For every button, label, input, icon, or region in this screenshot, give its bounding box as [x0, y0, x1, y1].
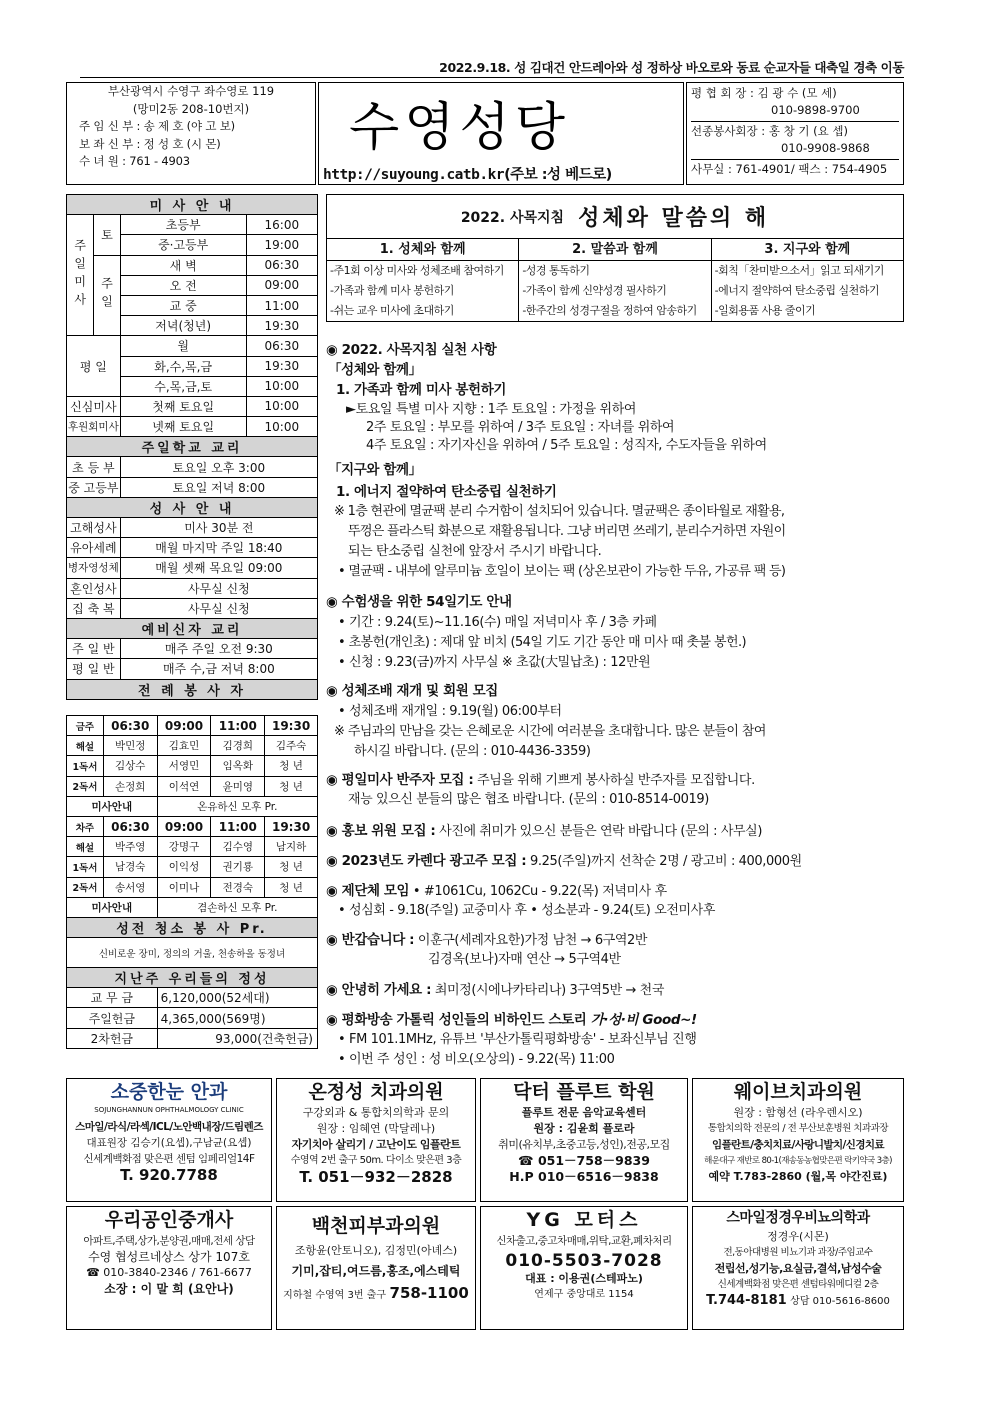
catechumen-title: 예비신자 교리: [67, 618, 318, 638]
social-phone: 010-9908-9868: [781, 141, 870, 155]
ad-line: 지하철 수영역 3번 출구: [283, 1290, 387, 1301]
ad-dental-2: [692, 1078, 904, 1202]
guide-label: 미사안내: [67, 897, 158, 917]
ad-eye-clinic: [66, 1078, 272, 1202]
address-line: 부산광역시 수영구 좌수영로 119: [107, 84, 275, 98]
pillar-item: -가족이 함께 신약성경 필사하기: [522, 284, 667, 297]
server-time: 11:00: [211, 816, 265, 836]
notice-line: ※ 주님과의 만남을 갖는 은혜로운 시간에 여러분을 초대합니다. 많은 분들이 참여: [334, 724, 766, 739]
notice-title: ◉ 평화방송 가톨릭 성인들의 비하인드 스토리: [326, 1012, 587, 1028]
notice-line: ※ 1층 현관에 멸균팩 분리 수거함이 설치되어 있습니다. 멸균팩은 종이타월로 재활용,: [334, 504, 785, 519]
ad-title: 우리공인중개사: [104, 1209, 234, 1231]
notice-line: • 성심회 - 9.18(주일) 교중미사 후 • 성소분과 - 9.24(토) 오전미사후: [338, 903, 715, 918]
mass-time: 11:00: [246, 295, 317, 315]
school-group: 초 등 부: [67, 457, 121, 477]
notice-title: ◉ 안녕히 가세요 :: [326, 982, 432, 998]
mass-time: 19:00: [246, 235, 317, 255]
mass-title: 미 사 안 내: [67, 195, 318, 215]
server-name: 남경숙: [103, 857, 157, 877]
server-name: 김주숙: [265, 736, 318, 756]
convent-phone: 수 녀 원 : 761 - 4903: [79, 154, 190, 168]
notice-line: • 멸균팩 - 내부에 알루미늄 호일이 보이는 팩 (상온보관이 가능한 두유, 가공류 팩 등): [338, 564, 786, 579]
ads-section: [66, 1072, 904, 1372]
notice-line: • FM 101.1MHz, 유튜브 '부산가톨릭평화방송' - 보좌신부님 진행: [338, 1032, 697, 1047]
ad-motors: [480, 1206, 688, 1330]
ad-urology: [692, 1206, 904, 1330]
server-name: 윤미영: [211, 776, 265, 796]
saturday-label: 토: [94, 215, 120, 255]
mass-day: 화,수,목,금: [120, 356, 246, 376]
notice-text: 최미정(시에나카타리나) 3구역5반 → 천국: [431, 983, 665, 998]
notice-text: 9.25(주일)까지 선착순 2명 / 광고비 : 400,000원: [526, 854, 802, 869]
council-phone: 010-9898-9700: [771, 103, 860, 117]
ad-phone: 010-5503-7028: [505, 1251, 663, 1271]
pillar-title: 3. 지구와 함께: [712, 239, 903, 261]
left-info-table: [66, 194, 318, 700]
ad-line: 대표 : 이용권(스테파노): [525, 1272, 643, 1285]
mass-time: 10:00: [246, 417, 317, 437]
website-url[interactable]: http://suyoung.catb.kr(주보 :성 베드로): [323, 167, 612, 183]
ad-flute-academy: [480, 1078, 688, 1202]
header-logo-box: [318, 82, 684, 185]
mass-day: 월: [120, 336, 246, 356]
ad-title: 소중한눈 안과: [110, 1081, 228, 1103]
notices: [326, 336, 904, 1072]
server-name: 박민정: [103, 736, 157, 756]
offering-type: 주일헌금: [67, 1008, 158, 1028]
ad-phone: ☎ 010-3840-2346 / 761-6677: [86, 1266, 252, 1279]
sunday-mass-label: 주일미사: [67, 215, 94, 336]
sacrament-time: 매월 셋째 목요일 09:00: [120, 558, 317, 578]
ad-line: 신차출고,중고차매매,위탁,교환,폐차처리: [496, 1235, 672, 1247]
special-mass: 신심미사: [67, 396, 121, 416]
mass-time: 09:00: [246, 275, 317, 295]
ad-phone: T. 051－932－2828: [299, 1168, 453, 1186]
notice-row: [326, 849, 802, 869]
pillar-item: -쉬는 교우 미사에 초대하기: [330, 304, 454, 317]
server-name: 손정희: [103, 776, 157, 796]
notice-title: ◉ 성체조배 재개 및 회원 모집: [326, 683, 498, 699]
pillar-item: -회칙「찬미받으소서」읽고 되새기기: [714, 264, 884, 277]
sacrament-name: 고해성사: [67, 518, 121, 538]
school-group: 중 고등부: [67, 477, 121, 497]
pillar-title: 2. 말씀과 함께: [519, 239, 710, 261]
role: 1독서: [67, 857, 104, 877]
server-time: 09:00: [157, 716, 211, 736]
ad-line: 전립선,성기능,요실금,결석,남성수술: [714, 1262, 882, 1275]
mass-name: 저녁(청년): [120, 316, 246, 336]
server-name: 이석연: [157, 776, 211, 796]
ad-line: 원장 : 임혜연 (막달레나): [316, 1122, 436, 1135]
ad-phone: 상담 010-5616-8600: [790, 1296, 890, 1307]
ad-title: YG 모터스: [526, 1209, 642, 1231]
guide-group: 온유하신 모후 Pr.: [157, 796, 317, 816]
ad-phone: 758-1100: [389, 1284, 469, 1302]
notice-text: 주님을 위해 기쁘게 봉사하실 반주자를 모집합니다.: [473, 773, 755, 788]
notice-row: [326, 819, 762, 839]
pillar: [712, 239, 903, 321]
server-time: 19:30: [265, 816, 318, 836]
ad-line: 조항윤(안토니오), 김정민(아녜스): [294, 1244, 458, 1257]
server-name: 청 년: [265, 756, 318, 776]
pillar: [519, 239, 711, 321]
special-mass: 후원회미사: [67, 417, 121, 437]
ad-line: 스마일/라식/라섹/ICL/노안백내장/드림렌즈: [75, 1121, 263, 1133]
ad-line: 아파트,주택,상가,분양권,매매,전세 상담: [83, 1235, 255, 1247]
server-name: 청 년: [265, 877, 318, 897]
mass-name: 새 벽: [120, 255, 246, 275]
notice-line: • 신청 : 9.23(금)까지 사무실 ※ 초값(大밀납초) : 12만원: [338, 655, 651, 670]
pillar: [327, 239, 519, 321]
mass-name: 중·고등부: [120, 235, 246, 255]
sacrament-time: 사무실 신청: [120, 578, 317, 598]
ad-title: 닥터 플루트 학원: [513, 1081, 655, 1103]
server-name: 권기룡: [211, 857, 265, 877]
ad-line: 대표원장 김승기(요셉),구남균(요셉): [86, 1137, 252, 1149]
notice-line: 뚜껑은 플라스틱 화분으로 재활용됩니다. 그냥 버리면 쓰레기, 분리수거하면 자원이: [348, 524, 786, 539]
cleaning-title: 성전 청소 봉 사 Pr.: [67, 917, 318, 937]
ad-line: 수영 협성르네상스 상가 107호: [88, 1250, 250, 1264]
ad-title: 웨이브치과의원: [733, 1081, 863, 1103]
ad-phone: 예약 T.783-2860 (월,목 야간진료): [708, 1170, 888, 1183]
sacrament-name: 병자영성체: [67, 558, 121, 578]
mass-day: 수,목,금,토: [120, 376, 246, 396]
header-address-box: [66, 82, 316, 185]
special-day: 넷째 토요일: [120, 417, 246, 437]
notice-line: 2주 토요일 : 부모를 위하여 / 3주 토요일 : 자녀를 위하여: [366, 420, 675, 435]
ad-line: 플루트 전문 음악교육센터: [521, 1106, 647, 1119]
notice-title: ◉ 평일미사 반주자 모집 :: [326, 772, 474, 788]
ad-line: 소장 : 이 말 희 (요안나): [104, 1282, 234, 1296]
notice-text: 이훈구(세례자요한)가정 남천 → 6구역2반: [414, 933, 648, 948]
ad-line: 원장 : 함형선 (라우렌시오): [733, 1106, 863, 1119]
mass-time: 19:30: [246, 356, 317, 376]
offering-type: 2차헌금: [67, 1028, 158, 1048]
top-banner: 2022.9.18. 성 김대건 안드레아와 성 정하상 바오로와 동료 순교자들 대축일 경축 이동: [80, 58, 904, 78]
server-name: 전경숙: [211, 877, 265, 897]
notice-line: ►토요일 특별 미사 지향 : 1주 토요일 : 가정을 위하여: [346, 402, 637, 417]
ad-phone: ☎ 051－758－9839: [518, 1153, 650, 1168]
pillar-item: -성경 통독하기: [522, 264, 590, 277]
catechumen-time: 매주 주일 오전 9:30: [120, 639, 317, 659]
ad-title: 온정성 치과의원: [308, 1081, 444, 1103]
role: 1독서: [67, 756, 104, 776]
address-line: (망미2동 208-10번지): [132, 101, 250, 116]
ad-line: 기미,잡티,여드름,홍조,에스테틱: [291, 1264, 461, 1278]
ad-line: 수영역 2번 출구 50m. 다이소 맞은편 3층: [290, 1155, 462, 1166]
assistant-priest: 보 좌 신 부 : 정 성 호 (시 몬): [79, 136, 221, 151]
notice-row: [326, 1008, 697, 1028]
server-name: 김효민: [157, 736, 211, 756]
ad-line: 취미(유치부,초중고등,성인),전공,모집: [498, 1138, 670, 1151]
server-name: 김수영: [211, 837, 265, 857]
mass-time: 10:00: [246, 396, 317, 416]
weekday-label: 평 일: [67, 336, 121, 397]
notice-row: [326, 928, 647, 948]
theme-year: 2022. 사목지침: [460, 209, 565, 226]
notice-subtitle: 「성체와 함께」: [328, 362, 422, 378]
ad-realtor: [66, 1206, 272, 1330]
offering-amount: 6,120,000(52세대): [157, 988, 317, 1008]
offering-amount: 4,365,000(569명): [157, 1008, 317, 1028]
header-contacts-box: [686, 82, 904, 185]
servers-title: 전 례 봉 사 자: [67, 679, 318, 699]
special-day: 첫째 토요일: [120, 396, 246, 416]
school-time: 토요일 저녁 8:00: [120, 477, 317, 497]
ad-subtitle: SOJUNGHANNUN OPHTHALMOLOGY CLINIC: [94, 1106, 244, 1114]
mass-time: 06:30: [246, 255, 317, 275]
week-label: 차주: [67, 816, 104, 836]
guide-group: 겸손하신 모후 Pr.: [157, 897, 317, 917]
server-name: 박주영: [103, 837, 157, 857]
pillar-item: -에너지 절약하여 탄소중립 실천하기: [714, 284, 880, 297]
council-president: 평 협 회 장 : 김 광 수 (모 세): [691, 86, 837, 100]
notice-text: • #1061Cu, 1062Cu - 9.22(목) 저녁미사 후: [409, 884, 667, 899]
office-contact: 사무실 : 761-4901/ 팩스 : 754-4905: [691, 159, 899, 178]
server-time: 11:00: [211, 716, 265, 736]
pillar-item: -일회용품 사용 줄이기: [714, 304, 816, 317]
pastoral-pillars: [326, 238, 904, 322]
church-logo: 수영성당: [349, 98, 570, 158]
sacrament-time: 매월 마지막 주일 18:40: [120, 538, 317, 558]
server-time: 09:00: [157, 816, 211, 836]
sacrament-time: 미사 30분 전: [120, 518, 317, 538]
server-name: 송서영: [103, 877, 157, 897]
ad-line: 원장 : 김윤희 플로라: [533, 1122, 635, 1135]
pillar-item: -가족과 함께 미사 봉헌하기: [330, 284, 454, 297]
notice-line: • 성체조배 재개일 : 9.19(월) 06:00부터: [338, 704, 562, 719]
role: 2독서: [67, 776, 104, 796]
notice-title: ◉ 2023년도 카렌다 광고주 모집 :: [326, 853, 527, 869]
notice-line: 재능 있으신 분들의 많은 협조 바랍니다. (문의 : 010-8514-0019): [348, 792, 709, 807]
server-time: 06:30: [103, 816, 157, 836]
notice-emphasis: 가·성·비 Good~!: [586, 1012, 697, 1028]
mass-time: 16:00: [246, 215, 317, 235]
server-name: 임옥화: [211, 756, 265, 776]
sacrament-title: 성 사 안 내: [67, 497, 318, 517]
notice-title: ◉ 홍보 위원 모집 :: [326, 823, 436, 839]
cleaning-groups: 신비로운 장미, 정의의 거울, 천송하올 동정녀: [67, 938, 318, 968]
notice-line: 김경옥(보나)자매 연산 → 5구역4반: [428, 952, 621, 967]
ad-line: 연제구 중앙대로 1154: [534, 1289, 634, 1300]
offering-type: 교 무 금: [67, 988, 158, 1008]
guide-label: 미사안내: [67, 796, 158, 816]
sacrament-time: 사무실 신청: [120, 598, 317, 618]
ad-line: 전,동아대병원 비뇨기과 과장/주임교수: [723, 1247, 873, 1258]
server-name: 서영민: [157, 756, 211, 776]
ad-line: 해운대구 재반로 80-1(재송동농협맞은편 락키약국 3층): [704, 1156, 892, 1166]
main-content: [326, 194, 904, 322]
ad-line: 통합치의학 전문의 / 전 부산보훈병원 치과과장: [707, 1123, 889, 1134]
week-label: 금주: [67, 716, 104, 736]
pillar-title: 1. 성체와 함께: [327, 239, 518, 261]
ad-phone: T. 920.7788: [120, 1166, 218, 1184]
server-name: 이익성: [157, 857, 211, 877]
catechumen-class: 평 일 반: [67, 659, 121, 679]
notice-subtitle: 1. 에너지 절약하여 탄소중립 실천하기: [336, 484, 557, 500]
ad-dermatology: [276, 1206, 476, 1330]
notice-line: • 이번 주 성인 : 성 비오(오상의) - 9.22(목) 11:00: [338, 1052, 615, 1067]
notice-subtitle: 1. 가족과 함께 미사 봉헌하기: [336, 382, 506, 398]
patron-label: (주보 :성 베드로): [504, 167, 612, 183]
sunday-school-title: 주일학교 교리: [67, 437, 318, 457]
notice-line: • 기간 : 9.24(토)~11.16(수) 매일 저녁미사 후 / 3층 카페: [338, 615, 657, 630]
notice-row: [326, 768, 755, 788]
ad-line: 구강외과 & 통합치의학과 문의: [302, 1106, 450, 1119]
server-name: 김상수: [103, 756, 157, 776]
mass-name: 오 전: [120, 275, 246, 295]
mass-time: 06:30: [246, 336, 317, 356]
ad-line: 신세계백화점 맞은편 센텀 임페리얼14F: [83, 1153, 255, 1165]
sacrament-name: 혼인성사: [67, 578, 121, 598]
notice-title: ◉ 반갑습니다 :: [326, 932, 415, 948]
catechumen-class: 주 일 반: [67, 639, 121, 659]
server-time: 06:30: [103, 716, 157, 736]
server-name: 이미나: [157, 877, 211, 897]
ad-line: 정경우(시몬): [767, 1230, 829, 1243]
server-name: 청 년: [265, 776, 318, 796]
mass-time: 10:00: [246, 376, 317, 396]
role: 해설: [67, 837, 104, 857]
notice-text: 사진에 취미가 있으신 분들은 연락 바랍니다 (문의 : 사무실): [435, 824, 762, 839]
theme-title: 성체와 말씀의 해: [578, 206, 770, 231]
role: 해설: [67, 736, 104, 756]
ad-line: 임플란트/충치치료/사랑니발치/신경치료: [712, 1139, 884, 1151]
servers-table: [66, 715, 318, 1049]
server-name: 남지하: [265, 837, 318, 857]
ad-line: 신세계백화점 맞은편 센텀타워메디컬 2층: [717, 1279, 879, 1290]
pillar-item: -주1회 이상 미사와 성체조배 참여하기: [330, 264, 504, 277]
ad-phone: T.744-8181: [706, 1293, 787, 1308]
server-name: 김경희: [211, 736, 265, 756]
notice-line: 되는 탄소중립 실천에 앞장서 주시기 바랍니다.: [348, 544, 602, 559]
pillar-item: -한주간의 성경구절을 정하여 암송하기: [522, 304, 697, 317]
school-time: 토요일 오후 3:00: [120, 457, 317, 477]
offering-title: 지난주 우리들의 정성: [67, 968, 318, 988]
notice-title: ◉ 수험생을 위한 54일기도 안내: [326, 594, 512, 610]
ad-phone: H.P 010－6516－9838: [509, 1169, 659, 1184]
ad-title: 스마일정경우비뇨의학과: [726, 1210, 870, 1226]
ad-dental-1: [276, 1078, 476, 1202]
role: 2독서: [67, 877, 104, 897]
mass-name: 교 중: [120, 295, 246, 315]
notice-title: ◉ 제단체 모임: [326, 883, 410, 899]
notice-title: ◉ 2022. 사목지침 실천 사항: [326, 342, 497, 358]
sunday-label: 주일: [94, 255, 120, 336]
pastoral-theme: [326, 194, 904, 238]
server-time: 19:30: [265, 716, 318, 736]
server-name: 강명구: [157, 837, 211, 857]
offering-amount: 93,000(건축헌금): [157, 1028, 317, 1048]
server-name: 청 년: [265, 857, 318, 877]
social-president: 선종봉사회장 : 홍 창 기 (요 셉): [691, 121, 899, 140]
notice-row: [326, 978, 664, 998]
sacrament-name: 집 축 복: [67, 598, 121, 618]
notice-subtitle: 「지구와 함께」: [328, 462, 422, 478]
pastor: 주 임 신 부 : 송 제 호 (야 고 보): [79, 119, 235, 133]
mass-time: 19:30: [246, 316, 317, 336]
ad-line: 자기치아 살리기 / 고난이도 임플란트: [291, 1138, 461, 1151]
ad-title: 백천피부과의원: [311, 1215, 441, 1237]
notice-line: 하시길 바랍니다. (문의 : 010-4436-3359): [354, 744, 591, 759]
sacrament-name: 유아세례: [67, 538, 121, 558]
notice-line: • 초봉헌(개인초) : 제대 앞 비치 (54일 기도 기간 동안 매 미사 때 촛불 봉헌.): [338, 635, 746, 650]
catechumen-time: 매주 수,금 저녁 8:00: [120, 659, 317, 679]
notice-row: [326, 879, 667, 899]
notice-line: 4주 토요일 : 자기자신을 위하여 / 5주 토요일 : 성직자, 수도자들을 위하여: [366, 438, 767, 453]
mass-name: 초등부: [120, 215, 246, 235]
